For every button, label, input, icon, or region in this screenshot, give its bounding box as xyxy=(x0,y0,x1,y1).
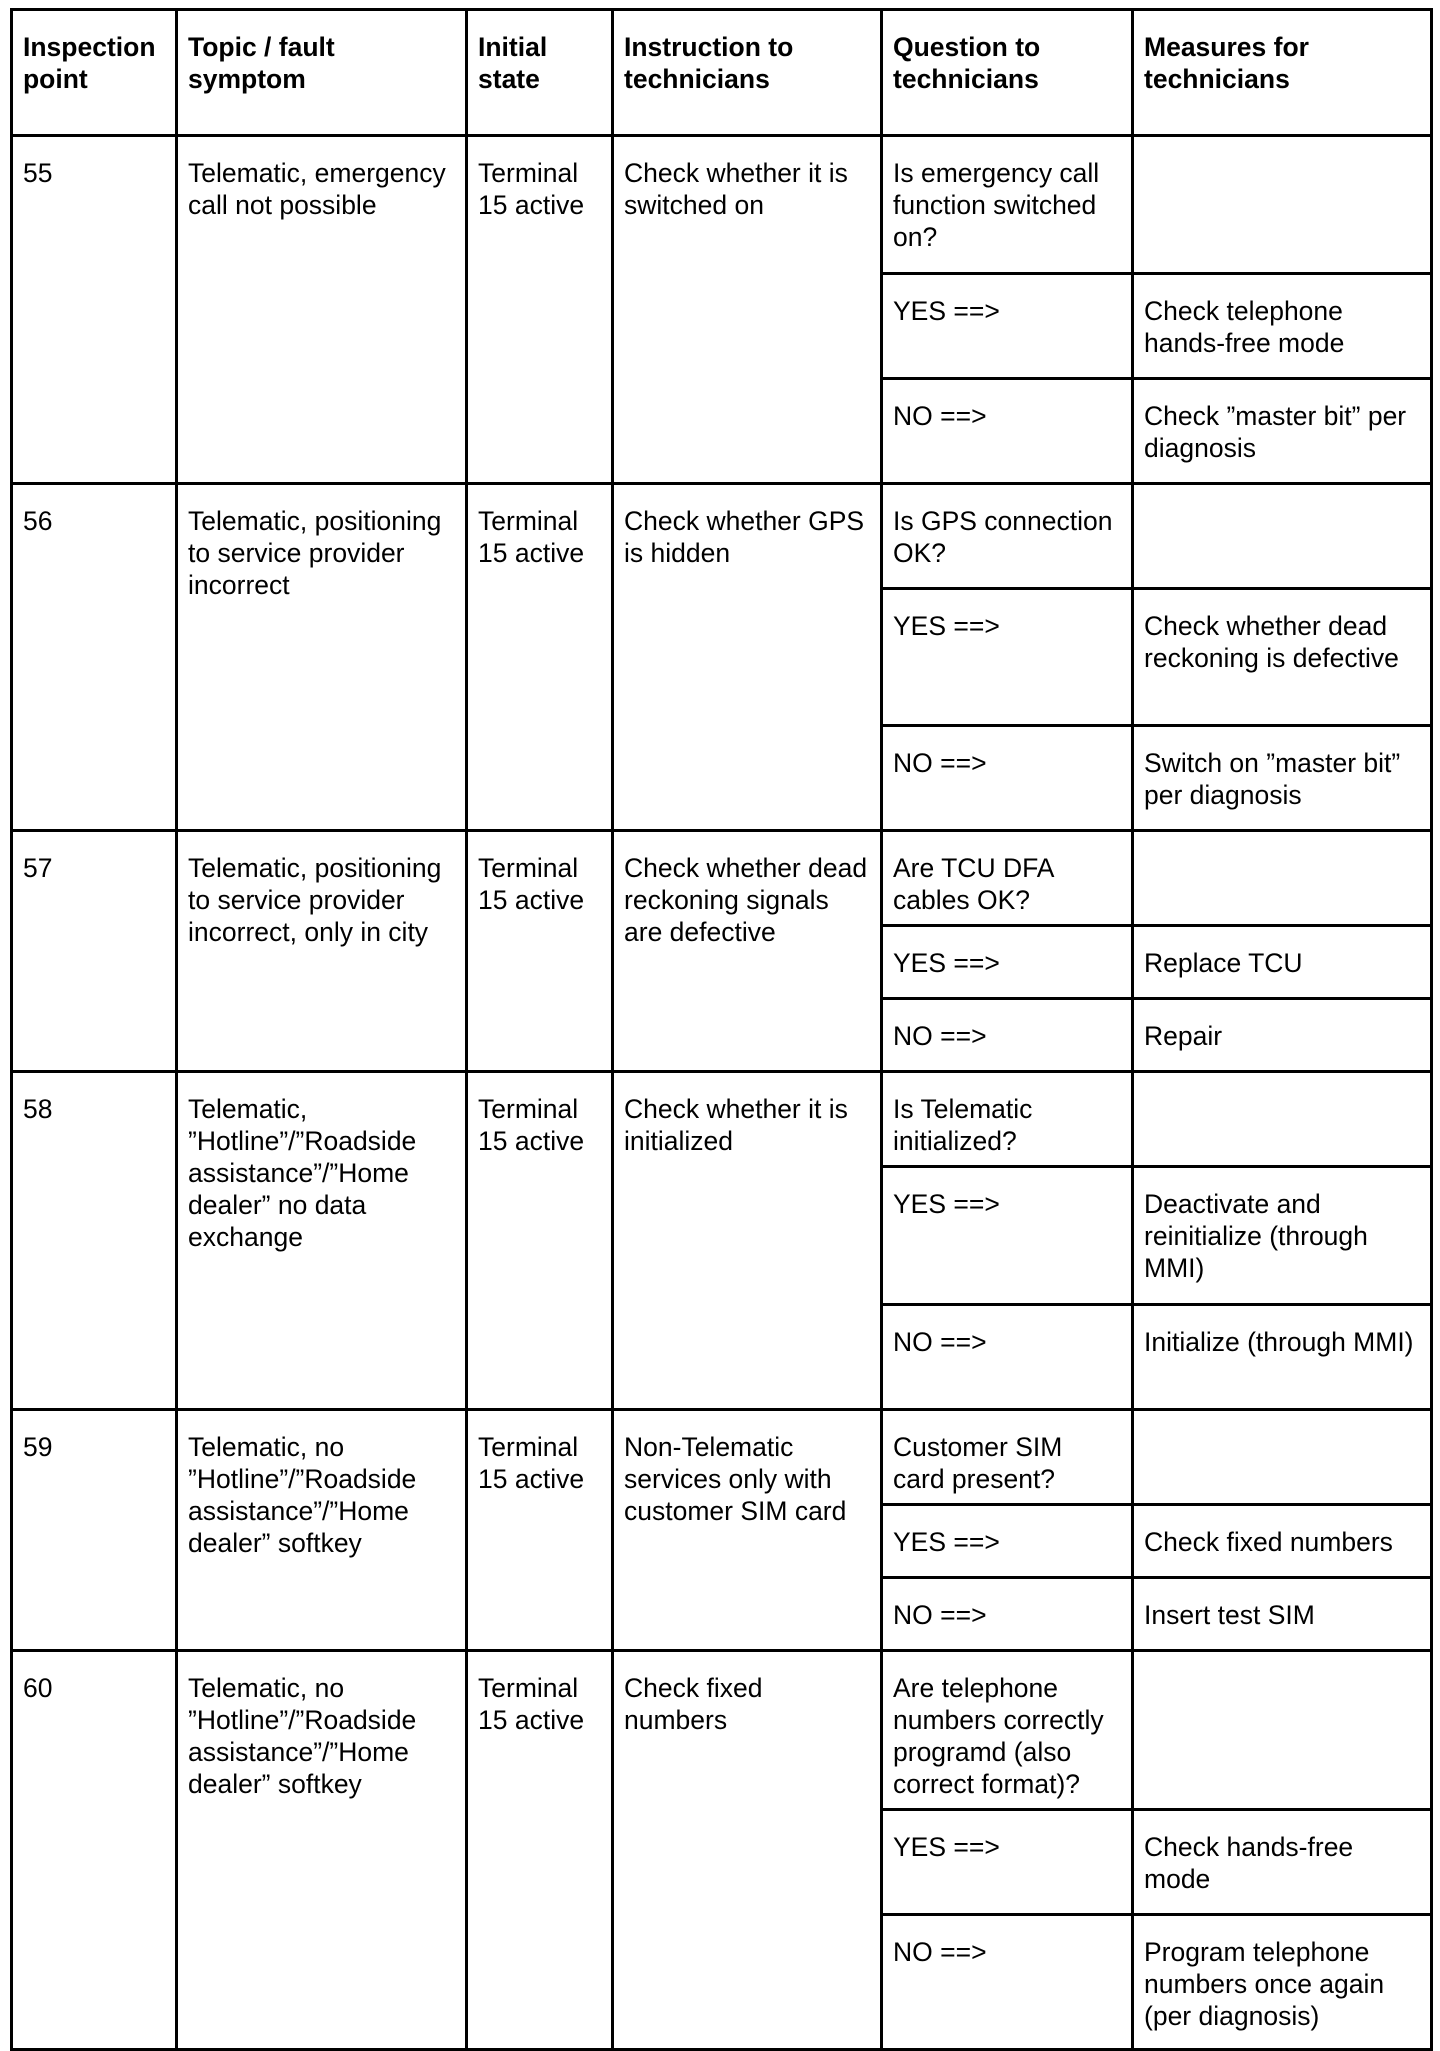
question-cell: Is emergency call function switched on? xyxy=(882,136,1133,274)
yes-label-cell: YES ==> xyxy=(882,1167,1133,1305)
no-label-cell: NO ==> xyxy=(882,1578,1133,1651)
no-label-cell: NO ==> xyxy=(882,1915,1133,2050)
yes-measure-cell: Deactivate and reinitialize (through MMI) xyxy=(1133,1167,1432,1305)
inspection-point-cell: 55 xyxy=(12,136,177,484)
yes-label-cell: YES ==> xyxy=(882,1505,1133,1578)
no-measure-cell: Program telephone numbers once again (per diagnosis) xyxy=(1133,1915,1432,2050)
topic-cell: Telematic, positioning to service provider incorrect xyxy=(177,484,467,831)
no-label-cell: NO ==> xyxy=(882,1305,1133,1410)
instruction-cell: Check whether it is initialized xyxy=(613,1072,882,1410)
initial-state-cell: Terminal 15 active xyxy=(467,136,613,484)
yes-measure-cell: Check fixed numbers xyxy=(1133,1505,1432,1578)
header-instruction: Instruction to technicians xyxy=(613,10,882,136)
yes-measure-cell: Replace TCU xyxy=(1133,926,1432,999)
no-measure-cell: Check ”master bit” per diagnosis xyxy=(1133,379,1432,484)
table-row-question xyxy=(12,1651,1432,1810)
no-label-cell: NO ==> xyxy=(882,726,1133,831)
table-row-question xyxy=(12,484,1432,589)
table-header-row xyxy=(12,10,1432,136)
header-measures: Measures for technicians xyxy=(1133,10,1432,136)
instruction-cell: Check whether dead reckoning signals are defective xyxy=(613,831,882,1072)
initial-state-cell: Terminal 15 active xyxy=(467,484,613,831)
question-measure-cell xyxy=(1133,831,1432,926)
question-cell: Is Telematic initialized? xyxy=(882,1072,1133,1167)
inspection-point-cell: 60 xyxy=(12,1651,177,2050)
document-page xyxy=(10,8,1430,2051)
table-row-question xyxy=(12,136,1432,274)
question-cell: Are TCU DFA cables OK? xyxy=(882,831,1133,926)
initial-state-cell: Terminal 15 active xyxy=(467,831,613,1072)
question-measure-cell xyxy=(1133,1410,1432,1505)
no-measure-cell: Switch on ”master bit” per diagnosis xyxy=(1133,726,1432,831)
question-cell: Customer SIM card present? xyxy=(882,1410,1133,1505)
question-measure-cell xyxy=(1133,484,1432,589)
yes-measure-cell: Check whether dead reckoning is defective xyxy=(1133,589,1432,726)
inspection-point-cell: 58 xyxy=(12,1072,177,1410)
topic-cell: Telematic, no ”Hotline”/”Roadside assistance”/”Home dealer” softkey xyxy=(177,1651,467,2050)
yes-measure-cell: Check telephone hands-free mode xyxy=(1133,274,1432,379)
inspection-point-cell: 57 xyxy=(12,831,177,1072)
no-measure-cell: Insert test SIM xyxy=(1133,1578,1432,1651)
header-question: Question to technicians xyxy=(882,10,1133,136)
header-topic: Topic / fault symptom xyxy=(177,10,467,136)
no-measure-cell: Initialize (through MMI) xyxy=(1133,1305,1432,1410)
question-measure-cell xyxy=(1133,1072,1432,1167)
topic-cell: Telematic, ”Hotline”/”Roadside assistance”/”Home dealer” no data exchange xyxy=(177,1072,467,1410)
inspection-point-cell: 59 xyxy=(12,1410,177,1651)
question-cell: Are telephone numbers correctly programd (also correct format)? xyxy=(882,1651,1133,1810)
no-measure-cell: Repair xyxy=(1133,999,1432,1072)
table-row-question xyxy=(12,1410,1432,1505)
table-row-question xyxy=(12,831,1432,926)
topic-cell: Telematic, no ”Hotline”/”Roadside assistance”/”Home dealer” softkey xyxy=(177,1410,467,1651)
initial-state-cell: Terminal 15 active xyxy=(467,1410,613,1651)
instruction-cell: Check whether GPS is hidden xyxy=(613,484,882,831)
question-measure-cell xyxy=(1133,1651,1432,1810)
no-label-cell: NO ==> xyxy=(882,999,1133,1072)
yes-label-cell: YES ==> xyxy=(882,1810,1133,1915)
topic-cell: Telematic, emergency call not possible xyxy=(177,136,467,484)
instruction-cell: Check whether it is switched on xyxy=(613,136,882,484)
initial-state-cell: Terminal 15 active xyxy=(467,1072,613,1410)
header-initial-state: Initial state xyxy=(467,10,613,136)
no-label-cell: NO ==> xyxy=(882,379,1133,484)
question-measure-cell xyxy=(1133,136,1432,274)
yes-label-cell: YES ==> xyxy=(882,274,1133,379)
instruction-cell: Non-Telematic services only with customer SIM card xyxy=(613,1410,882,1651)
yes-label-cell: YES ==> xyxy=(882,926,1133,999)
yes-measure-cell: Check hands-free mode xyxy=(1133,1810,1432,1915)
topic-cell: Telematic, positioning to service provider incorrect, only in city xyxy=(177,831,467,1072)
table-row-question xyxy=(12,1072,1432,1167)
instruction-cell: Check fixed numbers xyxy=(613,1651,882,2050)
yes-label-cell: YES ==> xyxy=(882,589,1133,726)
inspection-point-cell: 56 xyxy=(12,484,177,831)
header-inspection-point: Inspection point xyxy=(12,10,177,136)
initial-state-cell: Terminal 15 active xyxy=(467,1651,613,2050)
question-cell: Is GPS connection OK? xyxy=(882,484,1133,589)
diagnosis-table xyxy=(10,8,1433,2051)
